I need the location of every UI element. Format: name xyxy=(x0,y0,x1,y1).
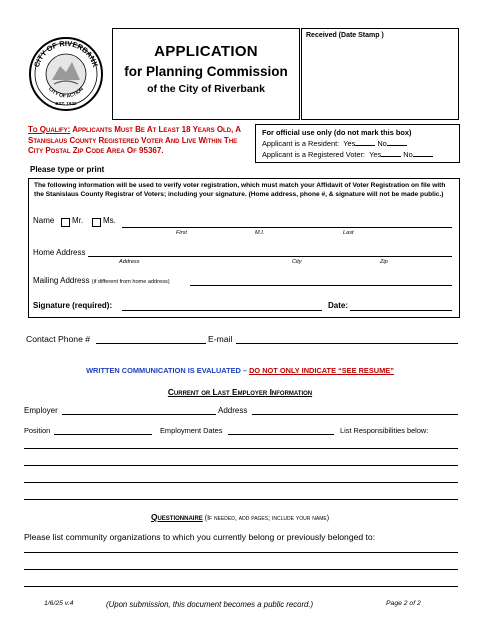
ms-checkbox[interactable] xyxy=(92,218,101,227)
questionnaire-prompt: Please list community organizations to which you currently belong or previously belonged to: xyxy=(24,532,376,542)
address-sub-label: Address xyxy=(119,259,140,265)
mi-sub-label: M.I. xyxy=(255,230,265,236)
qualify-lead: To Qualify: xyxy=(28,125,71,134)
home-address-field[interactable] xyxy=(88,256,452,257)
responsibilities-line-1[interactable] xyxy=(24,448,458,449)
organizations-line-3[interactable] xyxy=(24,586,458,587)
voter-info-box xyxy=(28,178,460,318)
responsibilities-label: List Responsibilities below: xyxy=(340,426,429,435)
city-sub-label: City xyxy=(292,259,302,265)
voter-row: Applicant is a Registered Voter: Yes No xyxy=(262,149,453,160)
email-label: E-mail xyxy=(208,334,233,344)
city-line: of the City of Riverbank xyxy=(147,83,265,95)
type-print-label: Please type or print xyxy=(30,165,105,174)
organizations-line-2[interactable] xyxy=(24,569,458,570)
page-title: APPLICATION xyxy=(154,43,258,60)
signature-label: Signature (required): xyxy=(33,301,113,310)
city-seal xyxy=(28,36,104,112)
mailing-address-label: Mailing Address (if different from home address) xyxy=(33,276,170,285)
official-heading: For official use only (do not mark this box) xyxy=(262,128,412,137)
title-box xyxy=(112,28,300,120)
footer-page: Page 2 of 2 xyxy=(386,600,421,607)
last-sub-label: Last xyxy=(343,230,354,236)
date-stamp-label: Received (Date Stamp ) xyxy=(306,32,384,39)
name-label: Name xyxy=(33,216,55,225)
employer-address-field[interactable] xyxy=(252,414,458,415)
written-communication-notice: WRITTEN COMMUNICATION IS EVALUATED – DO NOT ONLY INDICATE “SEE RESUME” xyxy=(86,366,394,375)
employer-label: Employer xyxy=(24,406,58,415)
date-field[interactable] xyxy=(350,310,452,311)
voter-intro: The following information will be used to verify voter registration, which must match your Affidavit of Voter Registration on file with the Stanislaus County Registrar of Voters; including your signature. (Home address, phone #, & signature will not be made public.) xyxy=(34,182,446,198)
mailing-address-field[interactable] xyxy=(190,285,452,286)
responsibilities-line-2[interactable] xyxy=(24,465,458,466)
zip-sub-label: Zip xyxy=(380,259,388,265)
page-subtitle: for Planning Commission xyxy=(124,64,288,79)
footer-public-record: (Upon submission, this document becomes a public record.) xyxy=(106,600,314,609)
seal-est-text: EST. 1922 xyxy=(55,101,77,106)
employer-address-label: Address xyxy=(218,406,248,415)
official-use-box xyxy=(255,124,460,163)
qualify-text: Applicants Must Be At Least 18 Years Old, A Stanislaus County Registered Voter And Live Within The City Postal Zip Code Area Of 95367. xyxy=(28,125,241,155)
date-label: Date: xyxy=(328,301,349,310)
position-label: Position xyxy=(24,426,51,435)
questionnaire-heading: Questionnaire (If needed, add pages; include your name) xyxy=(150,512,330,522)
employer-field[interactable] xyxy=(62,414,216,415)
contact-phone-label: Contact Phone # xyxy=(26,334,91,344)
responsibilities-line-4[interactable] xyxy=(24,499,458,500)
seal-bottom-text: CITY OF ACTION xyxy=(47,86,85,100)
employment-dates-label: Employment Dates xyxy=(160,426,223,435)
seal-top-text: CITY OF RIVERBANK xyxy=(31,38,101,69)
mr-checkbox[interactable] xyxy=(61,218,70,227)
organizations-line-1[interactable] xyxy=(24,552,458,553)
email-field[interactable] xyxy=(236,343,458,344)
position-field[interactable] xyxy=(54,434,152,435)
resident-row: Applicant is a Resident: Yes No xyxy=(262,138,453,149)
qualify-notice xyxy=(28,125,243,157)
home-address-label: Home Address xyxy=(33,248,86,257)
ms-label: Ms. xyxy=(103,216,116,225)
footer-version: 1/6/25 v.4 xyxy=(44,600,74,607)
date-stamp-box xyxy=(301,28,459,120)
contact-phone-field[interactable] xyxy=(96,343,206,344)
signature-field[interactable] xyxy=(122,310,322,311)
first-sub-label: First xyxy=(176,230,187,236)
responsibilities-line-3[interactable] xyxy=(24,482,458,483)
employer-heading: Current or Last Employer Information xyxy=(167,387,313,397)
name-field[interactable] xyxy=(122,227,452,228)
employment-dates-field[interactable] xyxy=(228,434,334,435)
mr-label: Mr. xyxy=(72,216,84,225)
